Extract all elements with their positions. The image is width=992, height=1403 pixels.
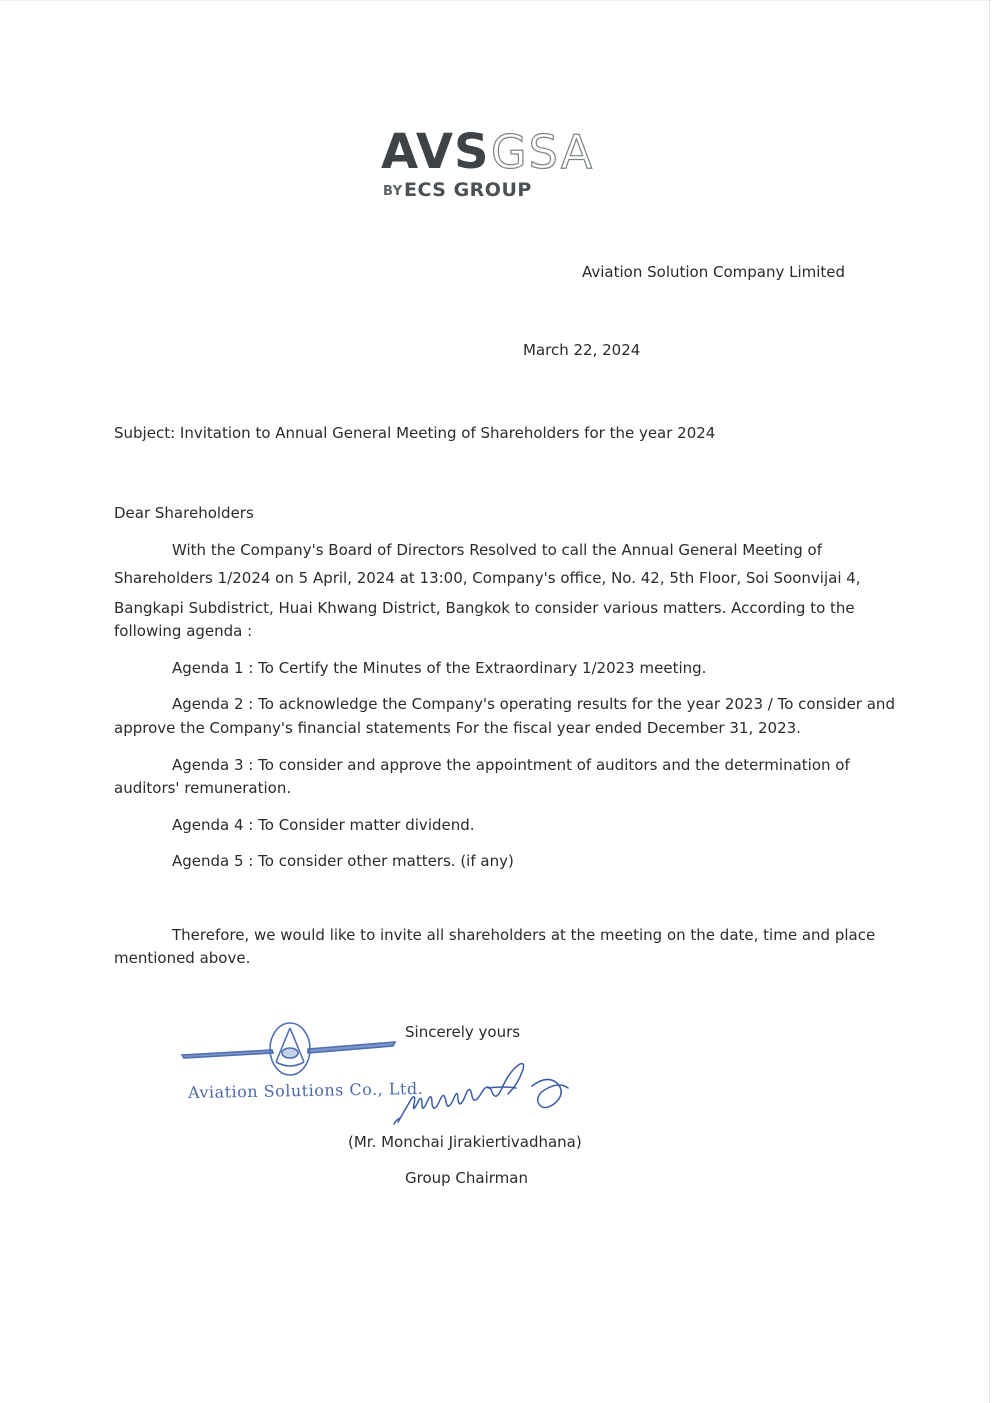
intro-line: With the Company's Board of Directors Resolved to call the Annual General Meeting of [172, 541, 822, 559]
salutation: Dear Shareholders [114, 504, 254, 522]
agenda-item-3-cont: auditors' remuneration. [114, 779, 292, 797]
logo-group-text: ECS GROUP [404, 179, 532, 201]
company-logo [381, 124, 621, 210]
closing-line: Therefore, we would like to invite all shareholders at the meeting on the date, time and place [172, 926, 876, 944]
logo-outline-text: GSA [491, 125, 595, 179]
logo-by-text: BY [383, 184, 403, 199]
seal-company-text: Aviation Solutions Co., Ltd. [187, 1078, 424, 1103]
agenda-item-2-cont: approve the Company's financial statements For the fiscal year ended December 31, 2023. [114, 719, 801, 737]
sign-off: Sincerely yours [405, 1023, 521, 1041]
page-top-edge [0, 0, 992, 1]
logo-main-text: AVS [381, 124, 490, 180]
intro-line: Shareholders 1/2024 on 5 April, 2024 at 13:00, Company's office, No. 42, 5th Floor, Soi Soonvijai 4, [114, 569, 861, 587]
agenda-item-4: Agenda 4 : To Consider matter dividend. [172, 816, 475, 834]
signatory-title: Group Chairman [405, 1169, 528, 1187]
intro-line: following agenda : [114, 622, 253, 640]
agenda-item-5: Agenda 5 : To consider other matters. (if any) [172, 852, 514, 870]
handwritten-signature [392, 1058, 577, 1128]
signatory-name: (Mr. Monchai Jirakiertivadhana) [348, 1133, 582, 1151]
page-right-edge [989, 0, 990, 1403]
closing-line: mentioned above. [114, 949, 251, 967]
company-name: Aviation Solution Company Limited [582, 263, 846, 281]
agenda-item-2: Agenda 2 : To acknowledge the Company's operating results for the year 2023 / To consider and [172, 695, 895, 713]
letter-date: March 22, 2024 [523, 341, 641, 359]
agenda-item-3: Agenda 3 : To consider and approve the appointment of auditors and the determination of [172, 756, 850, 774]
agenda-item-1: Agenda 1 : To Certify the Minutes of the Extraordinary 1/2023 meeting. [172, 659, 707, 677]
letter-subject: Subject: Invitation to Annual General Meeting of Shareholders for the year 2024 [114, 424, 716, 442]
intro-line: Bangkapi Subdistrict, Huai Khwang District, Bangkok to consider various matters. According to the [114, 599, 855, 617]
